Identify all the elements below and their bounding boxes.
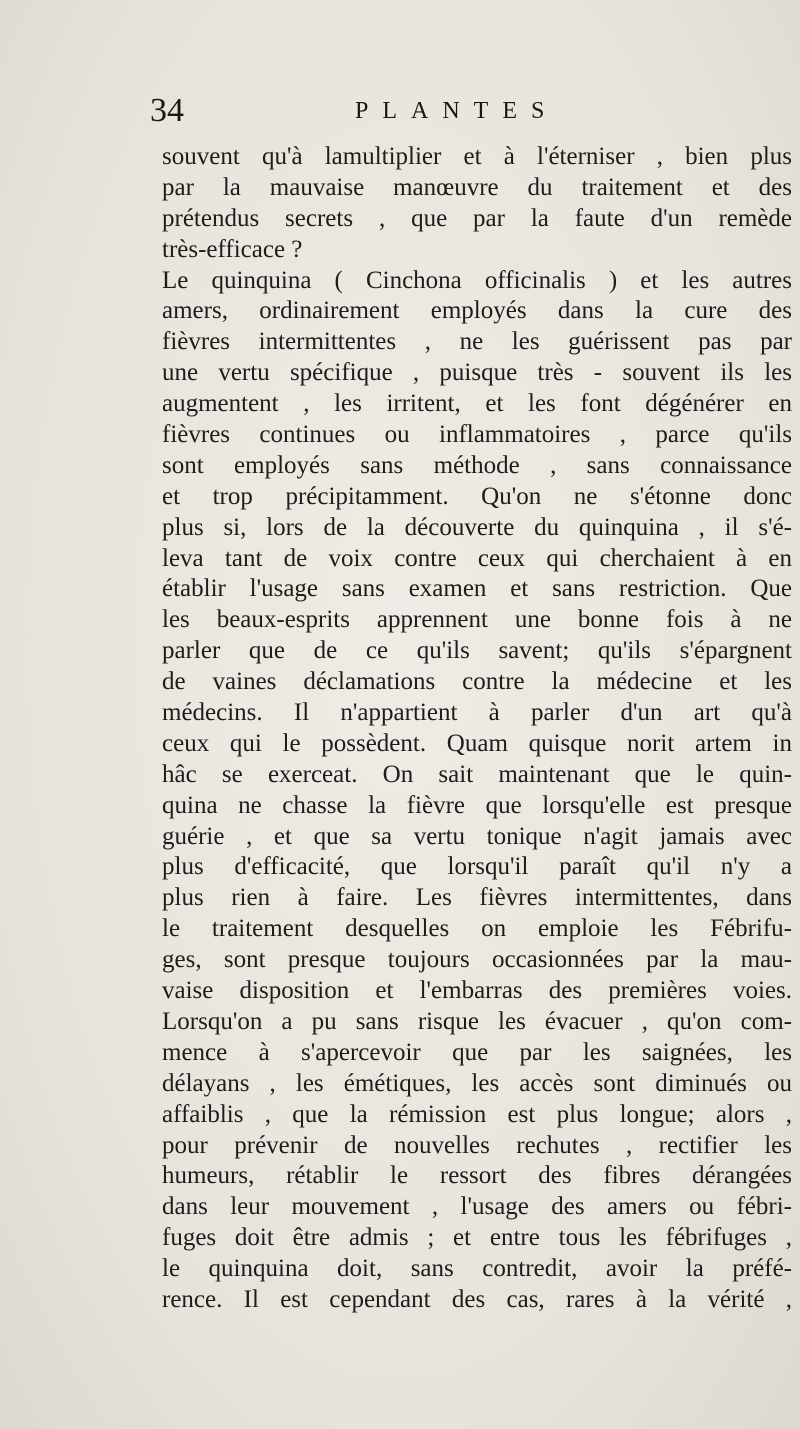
text-line: établir l'usage sans examen et sans restriction. Que <box>162 575 792 603</box>
text-line: dans leur mouvement , l'usage des amers ou fébri- <box>162 1193 792 1221</box>
text-line: très-efficace ? <box>162 235 303 263</box>
text-line: mence à s'apercevoir que par les saignées, les <box>162 1038 792 1066</box>
text-line: plus d'efficacité, que lorsqu'il paraît qu'il n'y a <box>162 853 792 881</box>
text-line: souvent qu'à lamultiplier et à l'éterniser , bien plus <box>162 143 792 170</box>
running-head: PLANTES <box>355 98 559 124</box>
text-line: pour prévenir de nouvelles rechutes , rectifier les <box>162 1131 792 1159</box>
text-line: une vertu spécifique , puisque très - souvent ils les <box>162 359 792 387</box>
body-text <box>162 142 792 1316</box>
text-line: délayans , les émétiques, les accès sont diminués ou <box>162 1069 792 1097</box>
text-line: amers, ordinairement employés dans la cure des <box>162 297 792 325</box>
text-line: prétendus secrets , que par la faute d'un remède <box>162 204 792 232</box>
text-line: humeurs, rétablir le ressort des fibres dérangées <box>162 1162 792 1190</box>
text-line: affaiblis , que la rémission est plus longue; alors , <box>162 1100 792 1128</box>
text-line: hâc se exerceat. On sait maintenant que le quin- <box>162 760 792 788</box>
text-line: rence. Il est cependant des cas, rares à la vérité , <box>162 1285 792 1313</box>
text-line: quina ne chasse la fièvre que lorsqu'elle est presque <box>162 791 792 819</box>
text-line: ges, sont presque toujours occasionnées par la mau- <box>162 946 792 974</box>
text-line: par la mauvaise manœuvre du traitement et des <box>162 173 792 201</box>
text-line: vaise disposition et l'embarras des premières voies. <box>162 977 792 1005</box>
text-line: le quinquina doit, sans contredit, avoir la préfé- <box>162 1255 792 1283</box>
text-line: plus rien à faire. Les fièvres intermittentes, dans <box>162 884 792 912</box>
text-line: le traitement desquelles on emploie les Fébrifu- <box>162 915 792 943</box>
text-line: ceux qui le possèdent. Quam quisque norit artem in <box>162 729 792 757</box>
text-line: de vaines déclamations contre la médecine et les <box>162 668 792 696</box>
text-line: fuges doit être admis ; et entre tous les fébrifuges , <box>162 1224 792 1252</box>
text-line: les beaux-esprits apprennent une bonne fois à ne <box>162 606 792 634</box>
text-line: sont employés sans méthode , sans connaissance <box>162 451 792 479</box>
text-line: Lorsqu'on a pu sans risque les évacuer , qu'on com- <box>162 1007 792 1035</box>
text-line: et trop précipitamment. Qu'on ne s'étonne donc <box>162 482 792 510</box>
text-line: parler que de ce qu'ils savent; qu'ils s'épargnent <box>162 637 792 665</box>
text-line: fièvres intermittentes , ne les guérissent pas par <box>162 328 792 356</box>
text-line: médecins. Il n'appartient à parler d'un art qu'à <box>162 699 792 727</box>
text-line: Le quinquina ( Cinchona officinalis ) et les autres <box>162 266 792 294</box>
text-line: fièvres continues ou inflammatoires , parce qu'ils <box>162 421 792 449</box>
text-line: augmentent , les irritent, et les font dégénérer en <box>162 390 792 418</box>
page-header <box>150 92 795 132</box>
text-line: plus si, lors de la découverte du quinquina , il s'é- <box>162 513 792 541</box>
text-line: guérie , et que sa vertu tonique n'agit jamais avec <box>162 822 792 850</box>
page-number: 34 <box>150 92 184 129</box>
text-line: leva tant de voix contre ceux qui cherchaient à en <box>162 544 792 572</box>
